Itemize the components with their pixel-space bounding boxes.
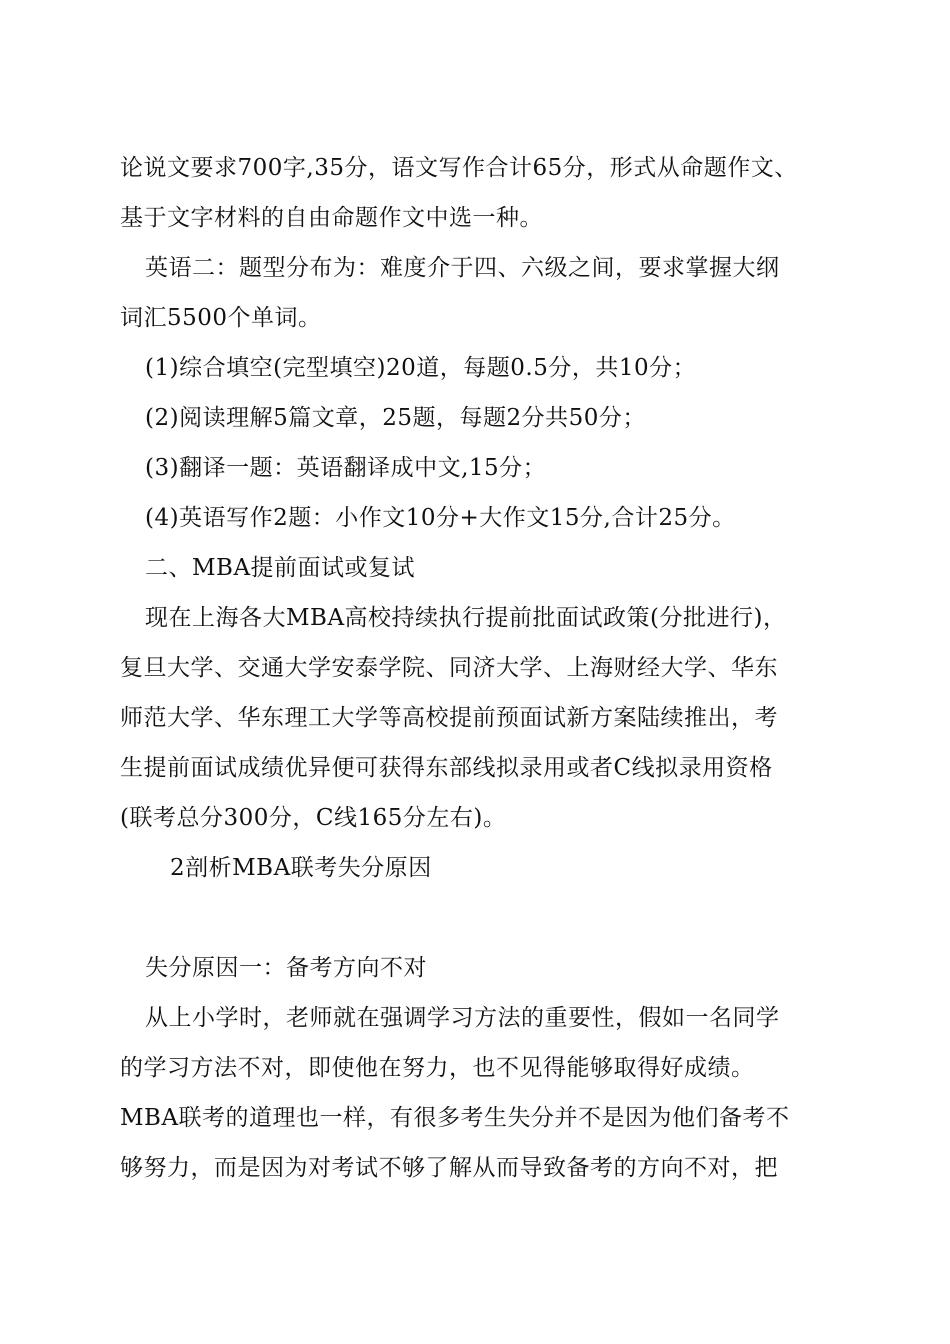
paragraph-line: 论说文要求700字,35分，语文写作合计65分，形式从命题作文、 bbox=[120, 155, 798, 181]
paragraph-line: 师范大学、华东理工大学等高校提前预面试新方案陆续推出，考 bbox=[120, 705, 778, 731]
paragraph-line: 的学习方法不对，即使他在努力，也不见得能够取得好成绩。 bbox=[120, 1055, 755, 1081]
paragraph-line: (联考总分300分，C线165分左右)。 bbox=[120, 805, 507, 831]
section-heading: 2剖析MBA联考失分原因 bbox=[170, 855, 432, 881]
paragraph-line: 生提前面试成绩优异便可获得东部线拟录用或者C线拟录用资格 bbox=[120, 755, 773, 781]
paragraph-line: 词汇5500个单词。 bbox=[120, 305, 322, 331]
list-item: (2)阅读理解5篇文章，25题，每题2分共50分； bbox=[145, 405, 646, 431]
paragraph-line: 基于文字材料的自由命题作文中选一种。 bbox=[120, 205, 543, 231]
paragraph-line: 从上小学时，老师就在强调学习方法的重要性，假如一名同学 bbox=[145, 1005, 780, 1031]
subsection-heading: 失分原因一：备考方向不对 bbox=[145, 955, 427, 981]
paragraph-line: 复旦大学、交通大学安泰学院、同济大学、上海财经大学、华东 bbox=[120, 655, 778, 681]
paragraph-line: 英语二：题型分布为：难度介于四、六级之间，要求掌握大纲 bbox=[145, 255, 780, 281]
section-heading: 二、MBA提前面试或复试 bbox=[145, 555, 416, 581]
paragraph-line: 现在上海各大MBA高校持续执行提前批面试政策(分批进行)， bbox=[145, 605, 787, 631]
paragraph-line: 够努力，而是因为对考试不够了解从而导致备考的方向不对，把 bbox=[120, 1155, 778, 1181]
list-item: (3)翻译一题：英语翻译成中文,15分； bbox=[145, 455, 547, 481]
paragraph-line: MBA联考的道理也一样，有很多考生失分并不是因为他们备考不 bbox=[120, 1105, 790, 1131]
list-item: (4)英语写作2题：小作文10分+大作文15分,合计25分。 bbox=[145, 505, 736, 531]
list-item: (1)综合填空(完型填空)20道，每题0.5分，共10分； bbox=[145, 355, 697, 381]
